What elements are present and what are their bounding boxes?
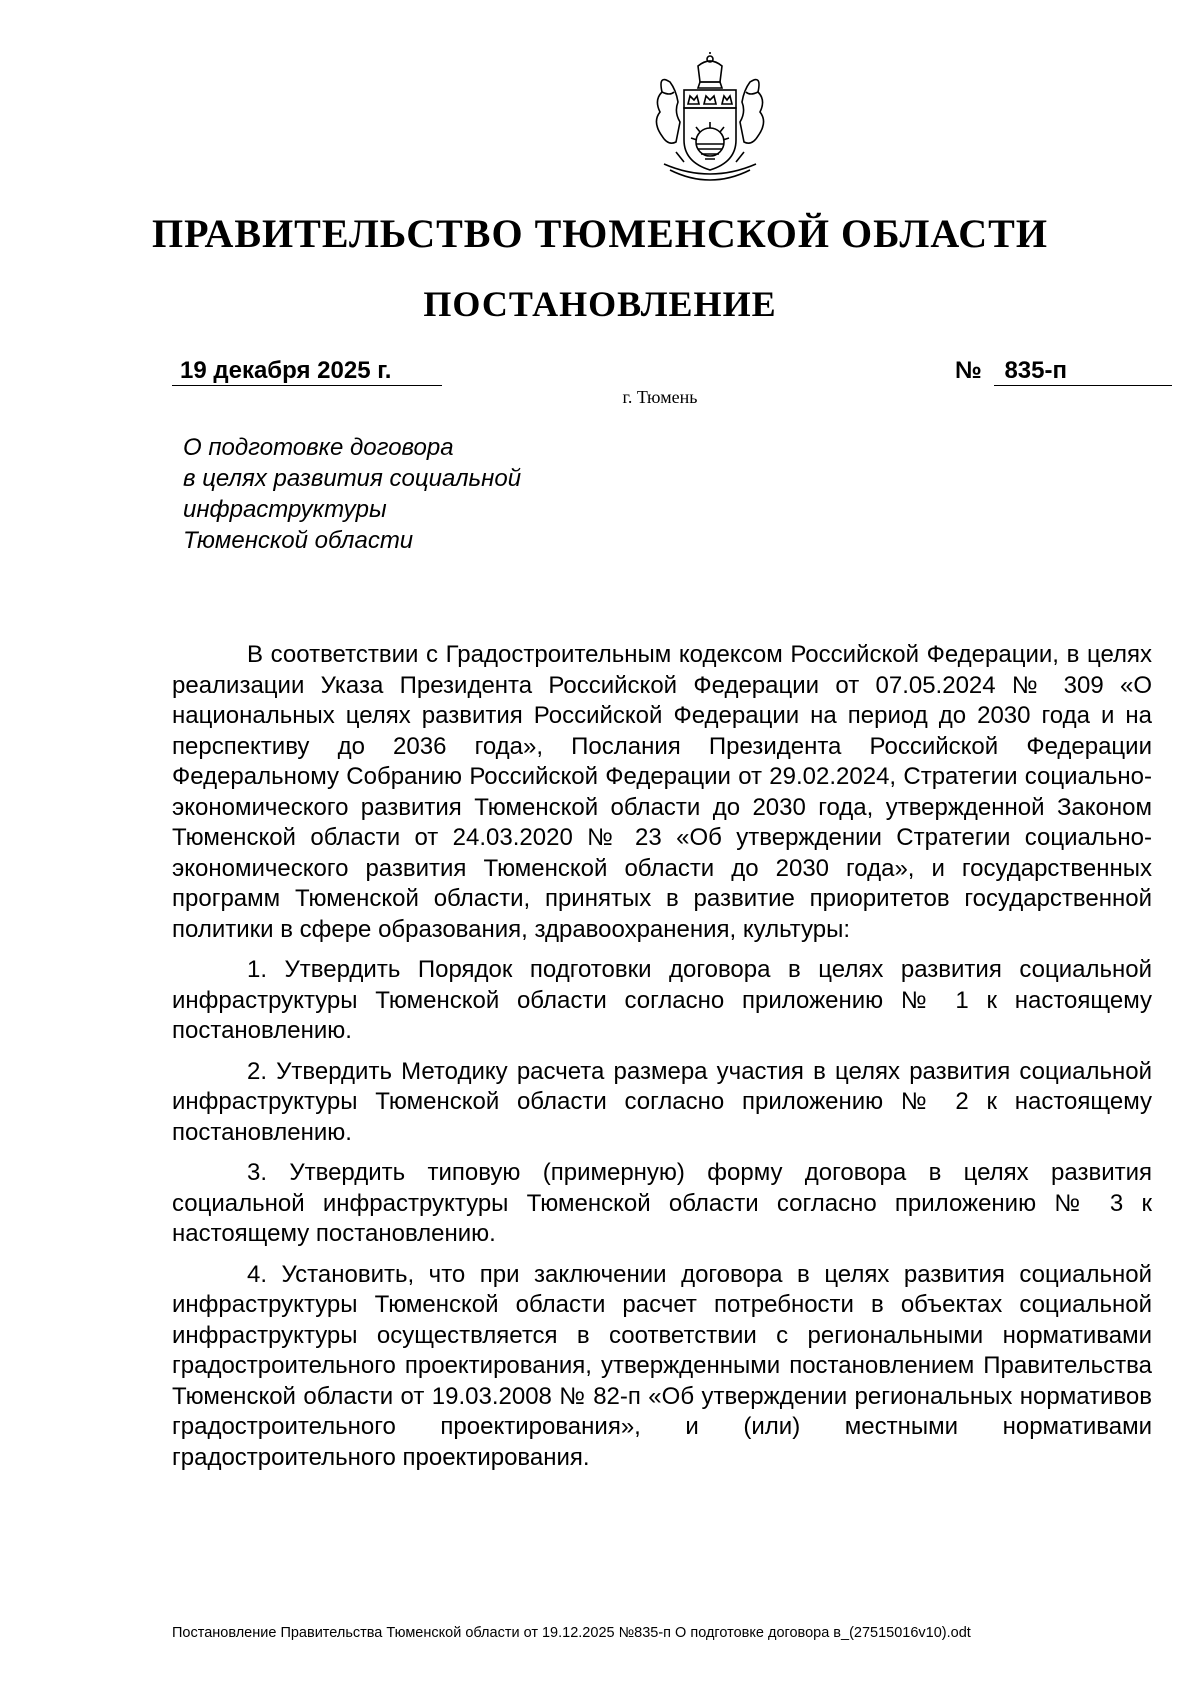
document-subject <box>183 432 521 556</box>
subject-line: Тюменской области <box>183 527 414 554</box>
number-label: № <box>955 357 982 384</box>
document-number: 835-п <box>994 357 1172 386</box>
resolution-item: 3. Утвердить типовую (примерную) форму договора в целях развития социальной инфраструктуры Тюменской области согласно приложению № 3 к настоящему постановлению. <box>172 1159 1152 1247</box>
document-number-block <box>955 357 1172 386</box>
subject-line: инфраструктуры <box>183 496 387 523</box>
government-title: ПРАВИТЕЛЬСТВО ТЮМЕНСКОЙ ОБЛАСТИ <box>152 211 1048 256</box>
preamble-paragraph: В соответствии с Градостроительным кодексом Российской Федерации, в целях реализации Указа Президента Российской Федерации от 07.05.2024 № 309 «О национальных целях развития Российской Федерации на период до 2030 года и на перспективу до 2036 года», Послания Президента Российской Федерации Федеральному Собранию Российской Федерации от 29.02.2024, Стратегии социально-экономического развития Тюменской области до 2030 года, утвержденной Законом Тюменской области от 24.03.2020 № 23 «Об утверждении Стратегии социально-экономического развития Тюменской области до 2030 года», и государственных программ Тюменской области, принятых в развитие приоритетов государственной политики в сфере образования, здравоохранения, культуры: <box>172 641 1152 943</box>
document-date: 19 декабря 2025 г. <box>172 357 442 386</box>
resolution-item: 1. Утвердить Порядок подготовки договора в целях развития социальной инфраструктуры Тюменской области согласно приложению № 1 к настоящему постановлению. <box>172 956 1152 1044</box>
document-body <box>172 640 1152 1473</box>
city: г. Тюмень <box>622 387 698 407</box>
subject-line: О подготовке договора <box>183 434 454 461</box>
subject-line: в целях развития социальной <box>183 465 522 492</box>
resolution-item: 2. Утвердить Методику расчета размера участия в целях развития социальной инфраструктуры Тюменской области согласно приложению № 2 к настоящему постановлению. <box>172 1057 1152 1146</box>
coat-of-arms-emblem <box>640 52 780 192</box>
page-footer: Постановление Правительства Тюменской области от 19.12.2025 №835-п О подготовке договора в_(27515016v10).odt <box>172 1625 971 1641</box>
resolution-item: 4. Установить, что при заключении договора в целях развития социальной инфраструктуры Тюменской области расчет потребности в объектах социальной инфраструктуры осуществляется в соответствии с региональными нормативами градостроительного проектирования, утвержденными постановлением Правительства Тюменской области от 19.03.2008 № 82-п «Об утверждении региональных нормативов градостроительного проектирования», и (или) местными нормативами градостроительного проектирования. <box>172 1260 1152 1471</box>
document-type: ПОСТАНОВЛЕНИЕ <box>423 284 777 324</box>
